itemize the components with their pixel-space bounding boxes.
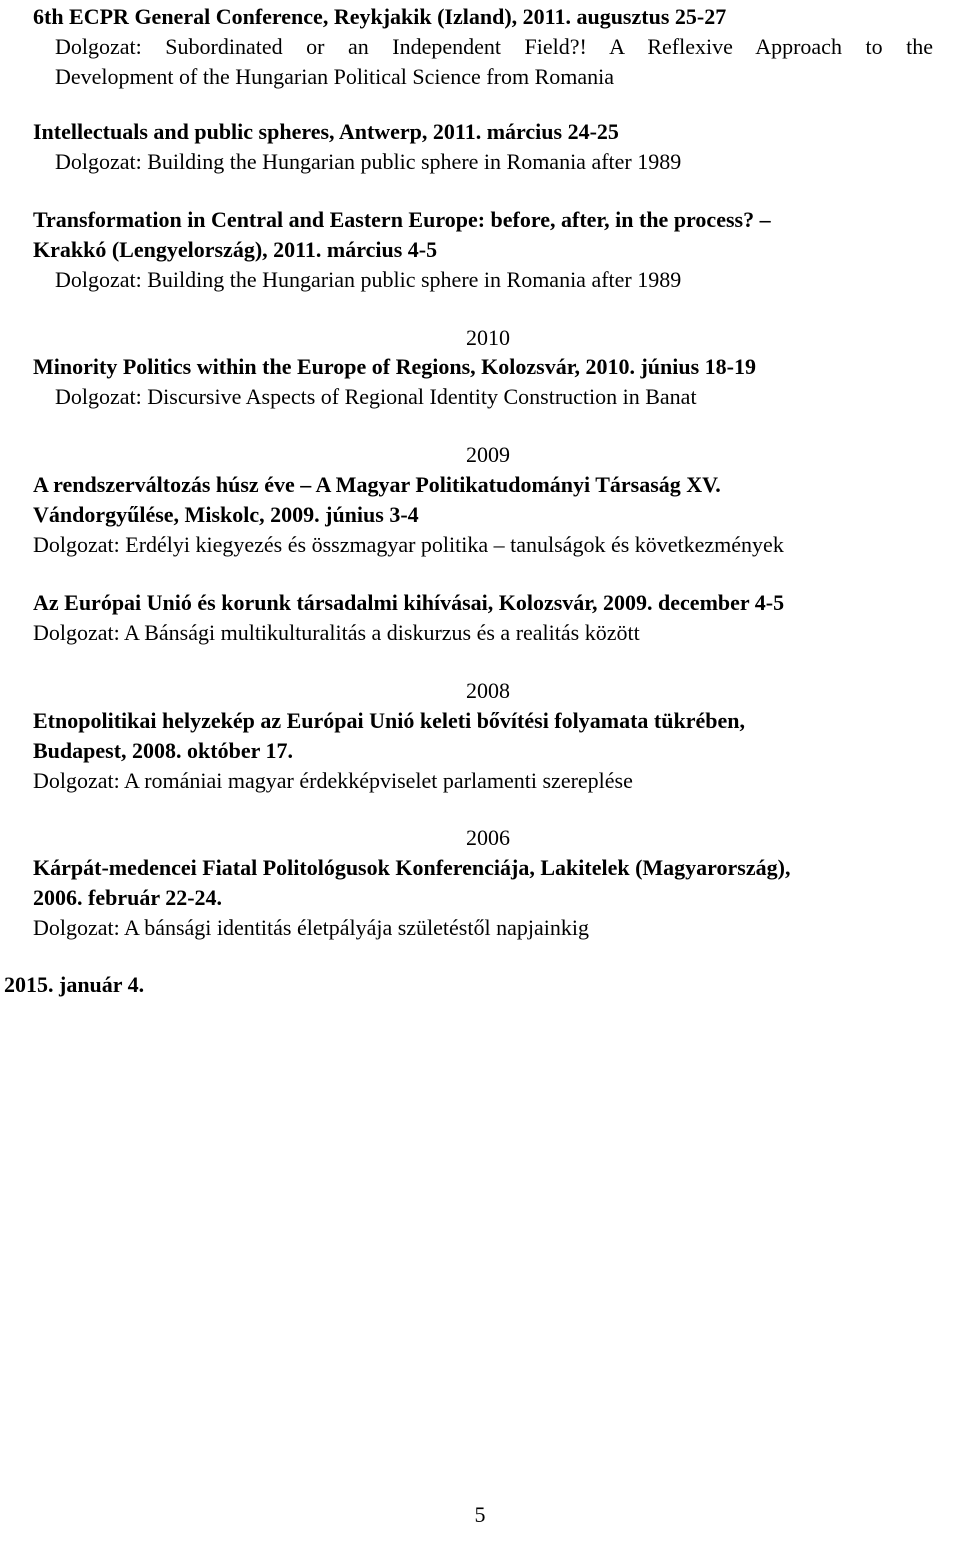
paper-title: Dolgozat: A bánsági identitás életpályája születéstől napjainkig [33,915,589,940]
year-heading-2006: 2006 [466,825,510,850]
paper-title: Dolgozat: Erdélyi kiegyezés és összmagyar politika – tanulságok és következmények [33,532,784,557]
page-number: 5 [474,1502,486,1527]
paper-title: Dolgozat: Discursive Aspects of Regional Identity Construction in Banat [55,384,697,409]
year-heading-2008: 2008 [466,678,510,703]
year-heading-2010: 2010 [466,325,510,350]
conference-entry-antwerp [33,117,933,177]
conference-entry-2008 [33,706,933,796]
conference-entry-krakow [33,205,933,295]
conference-title-line: Krakkó (Lengyelország), 2011. március 4-5 [33,237,438,262]
conference-title: Intellectuals and public spheres, Antwerp, 2011. március 24-25 [33,119,619,144]
year-heading-2009: 2009 [466,442,510,467]
paper-title: Dolgozat: A Bánsági multikulturalitás a diskurzus és a realitás között [33,620,640,645]
conference-entry-2009-kolozsvar [33,588,933,648]
conference-title: Az Európai Unió és korunk társadalmi kihívásai, Kolozsvár, 2009. december 4-5 [33,590,785,615]
conference-title: Minority Politics within the Europe of Regions, Kolozsvár, 2010. június 18-19 [33,354,756,379]
paper-title-line: Development of the Hungarian Political Science from Romania [55,64,615,89]
paper-title: Dolgozat: Building the Hungarian public sphere in Romania after 1989 [55,267,682,292]
conference-title: 6th ECPR General Conference, Reykjakik (Izland), 2011. augusztus 25-27 [33,4,727,29]
paper-title: Dolgozat: A romániai magyar érdekképviselet parlamenti szereplése [33,768,633,793]
conference-title-line: Etnopolitikai helyzekép az Európai Unió keleti bővítési folyamata tükrében, [33,708,745,733]
conference-entry-2009-miskolc [33,470,933,560]
paper-title: Dolgozat: Building the Hungarian public sphere in Romania after 1989 [55,149,682,174]
conference-title-line: 2006. február 22-24. [33,885,223,910]
conference-title-line: Transformation in Central and Eastern Europe: before, after, in the process? – [33,207,771,232]
paper-title-line: Dolgozat: Subordinated or an Independent Field?! A Reflexive Approach to the [55,34,933,59]
conference-entry-2010 [33,352,933,412]
conference-title-line: Kárpát-medencei Fiatal Politológusok Konferenciája, Lakitelek (Magyarország), [33,855,791,880]
closing-date: 2015. január 4. [4,972,145,997]
conference-title-line: A rendszerváltozás húsz éve – A Magyar Politikatudományi Társaság XV. [33,472,721,497]
conference-entry-2006 [33,853,933,943]
conference-title-line: Vándorgyűlése, Miskolc, 2009. június 3-4 [33,502,419,527]
conference-title-line: Budapest, 2008. október 17. [33,738,293,763]
conference-entry-ecpr [33,2,933,92]
